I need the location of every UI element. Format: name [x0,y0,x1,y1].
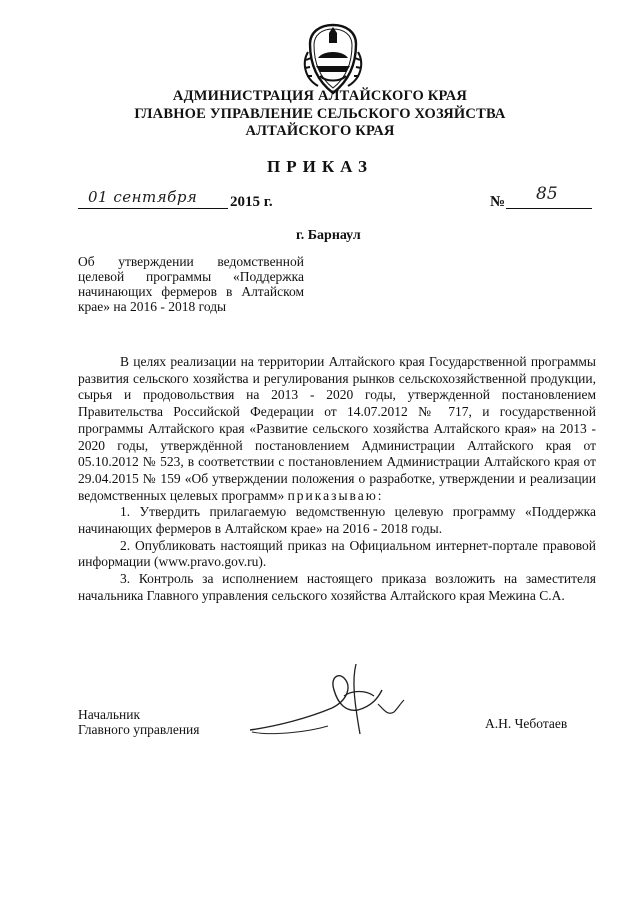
signer-position-line-2: Главного управления [78,722,200,737]
document-subject: Об утверждении ведомственной целевой программы «Поддержка начинающих фермеров в Алтайском крае» на 2016 - 2018 годы [78,254,304,314]
date-underline [78,208,228,209]
document-year: 2015 г. [230,194,273,210]
order-item-3: 3. Контроль за исполнением настоящего приказа возложить на заместителя начальника Главного управления сельского хозяйства Алтайского края Межина С.А. [78,571,596,603]
signer-position [78,707,200,737]
city: г. Барнаул [296,228,361,243]
signer-position-line-1: Начальник [78,707,141,722]
preamble-paragraph [78,354,596,504]
organization-name-line-2: ГЛАВНОЕ УПРАВЛЕНИЕ СЕЛЬСКОГО ХОЗЯЙСТВА [134,106,506,122]
order-item-1: 1. Утвердить прилагаемую ведомственную целевую программу «Поддержка начинающих фермеров в Алтайском крае» на 2016 - 2018 годы. [78,504,596,537]
number-underline [506,208,592,209]
coat-of-arms-icon [298,22,368,96]
order-item-2: 2. Опубликовать настоящий приказ на Официальном интернет-портале правовой информации (www.pravo.gov.ru). [78,537,596,570]
handwritten-number: 85 [536,184,558,204]
preamble-text: В целях реализации на территории Алтайского края Государственной программы развития сельского хозяйства и регулирования рынков сельскохозяйственной продукции, сырья и продовольствия на 2013 - 2020 годы, утвержденной постановлением Правительства Российской Федерации от 14.07.2012 № 717, и государственной программы Алтайского края «Развитие сельского хозяйства Алтайского края» на 2013 - 2020 годы, утверждённой постановлением Администрации Алтайского края от 05.10.2012 № 523, в соответствии с постановлением Администрации Алтайского края от 29.04.2015 № 159 «Об утверждении положения о разработке, утверждении и реализации ведомственных целевых программ» [78,354,596,503]
signer-name: А.Н. Чеботаев [485,716,568,731]
document-body [78,354,596,605]
number-label: № [490,194,506,210]
document-title: ПРИКАЗ [267,157,373,176]
handwritten-date: 01 сентября [88,188,198,206]
organization-name-line-1: АДМИНИСТРАЦИЯ АЛТАЙСКОГО КРАЯ [172,88,468,104]
handwritten-signature [248,660,418,738]
order-word: приказываю: [287,487,384,503]
organization-name-line-3: АЛТАЙСКОГО КРАЯ [245,123,395,139]
